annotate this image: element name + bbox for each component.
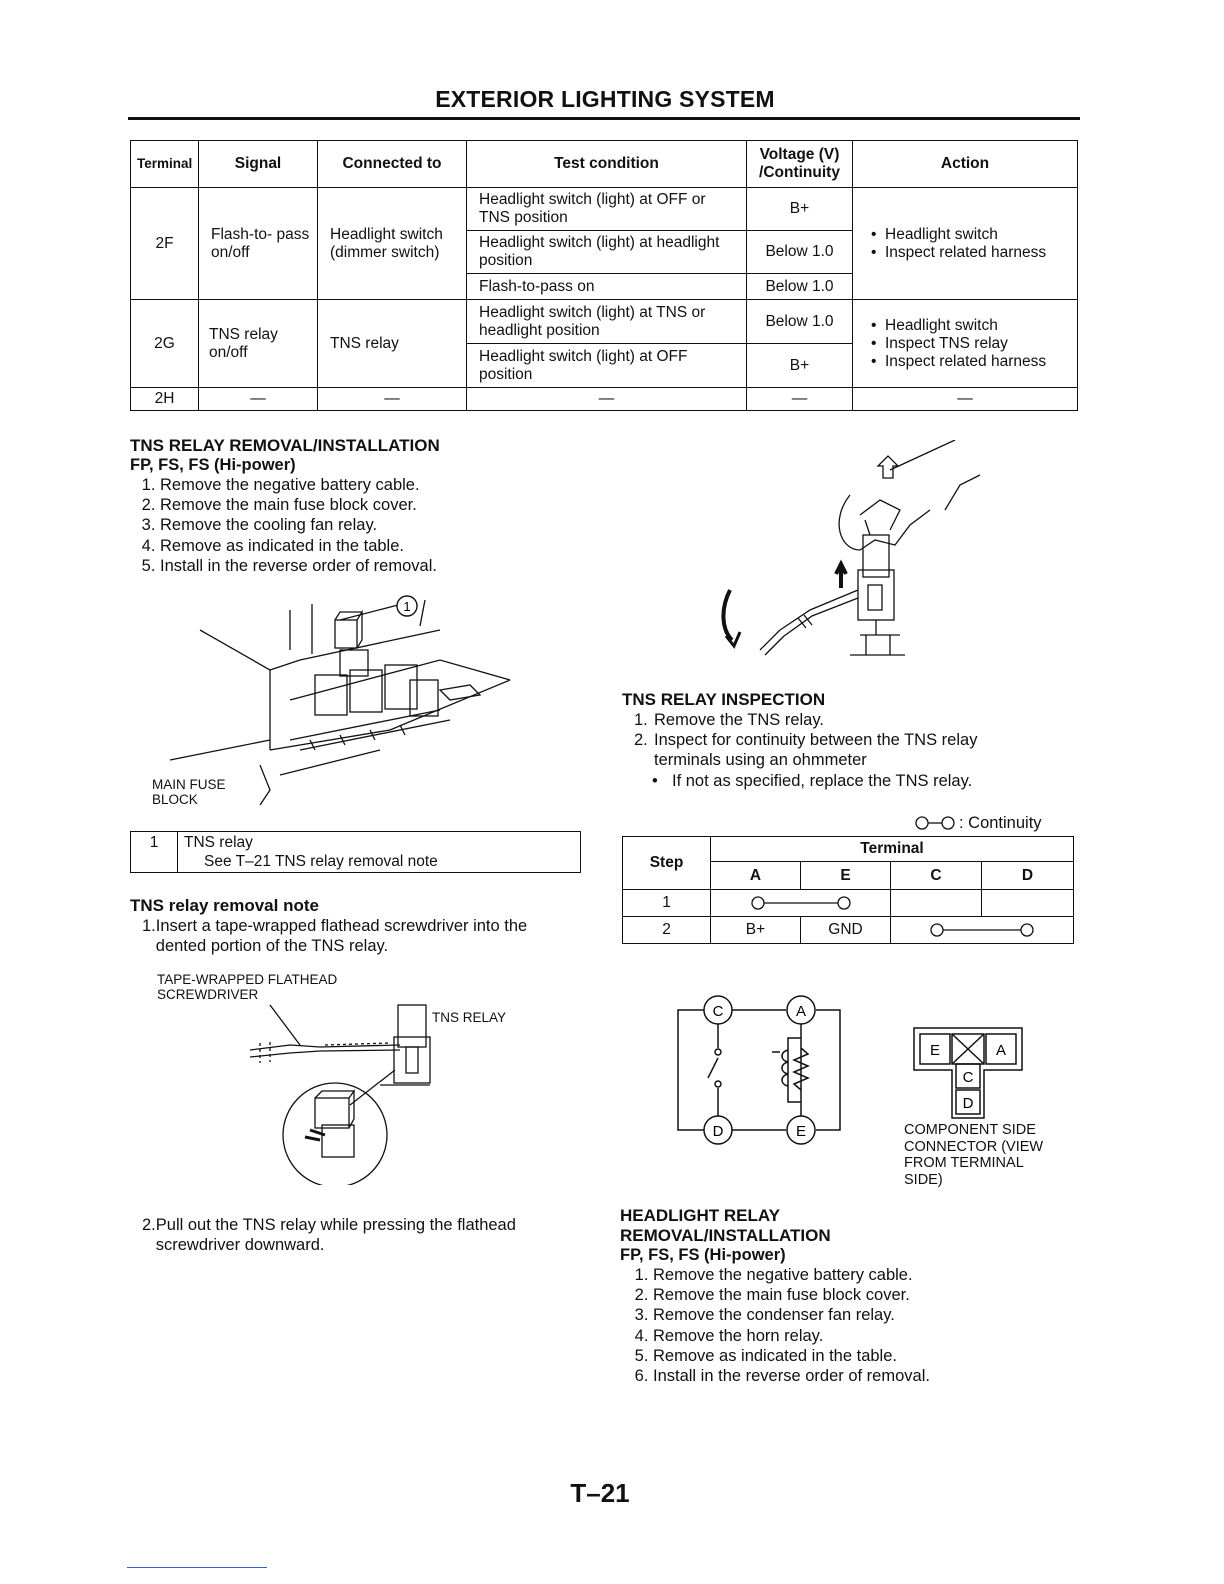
step-cell: 2 — [623, 917, 711, 944]
removal-index: 1 — [131, 832, 178, 873]
terminal-c-label: C — [712, 1003, 724, 1020]
removal-note-section — [130, 896, 570, 956]
terminal-a-label: A — [795, 1003, 807, 1020]
terminal-cell: 2F — [131, 188, 199, 300]
col-header-e: E — [801, 862, 891, 890]
table-row — [623, 890, 1074, 917]
removal-item: TNS relay — [184, 834, 253, 851]
table-row — [623, 917, 1074, 944]
continuity-symbol-icon — [915, 815, 955, 831]
tns-inspection-section — [622, 690, 1072, 791]
voltage-cell: B+ — [747, 344, 853, 388]
dash-cell: — — [747, 388, 853, 411]
step-text: Remove the TNS relay. — [654, 711, 824, 729]
test-condition-cell: Headlight switch (light) at OFF or TNS position — [467, 188, 747, 231]
models-line: FP, FS, FS (Hi-power) — [620, 1246, 786, 1264]
col-header-terminal: Terminal — [711, 837, 1074, 862]
voltage-cell: Below 1.0 — [747, 274, 853, 300]
list-item: 5. Remove as indicated in the table. — [653, 1346, 1080, 1366]
voltage-cell: Below 1.0 — [747, 231, 853, 274]
removal-note-ref: See T–21 TNS relay removal note — [204, 853, 438, 870]
col-header-terminal: Terminal — [131, 141, 199, 188]
table-header-row — [131, 141, 1078, 188]
continuity-cell — [711, 890, 891, 917]
connector-e-label: E — [929, 1042, 941, 1059]
connector-d-label: D — [962, 1095, 974, 1112]
test-condition-cell: Flash-to-pass on — [467, 274, 747, 300]
signal-cell: TNS relay on/off — [199, 300, 318, 388]
table-row — [131, 300, 1078, 344]
step-number: 2. — [634, 731, 648, 750]
step-cell: 1 — [623, 890, 711, 917]
col-header-a: A — [711, 862, 801, 890]
removal-table — [130, 831, 581, 873]
action-item: • Inspect TNS relay — [885, 335, 1071, 353]
terminal-cell: 2G — [131, 300, 199, 388]
connector-diagram — [912, 1026, 1027, 1124]
callout-number: 1 — [403, 599, 411, 614]
list-item: 3. Remove the cooling fan relay. — [160, 515, 600, 535]
legend-text: : Continuity — [959, 814, 1042, 832]
bullet-text: If not as specified, replace the TNS relay. — [672, 771, 973, 790]
continuity-cell — [891, 917, 1074, 944]
continuity-a-e-icon — [711, 891, 891, 915]
inspection-table — [622, 836, 1074, 944]
footer-link-underline — [127, 1567, 267, 1568]
main-fuse-block-label: MAIN FUSE BLOCK — [152, 777, 226, 807]
dash-cell: — — [467, 388, 747, 411]
empty-cell — [891, 890, 982, 917]
relay-pull-illustration — [700, 440, 1000, 670]
step-text: Inspect for continuity between the TNS relay terminals using an ohmmeter — [654, 731, 978, 770]
test-condition-cell: Headlight switch (light) at headlight position — [467, 231, 747, 274]
dash-cell: — — [853, 388, 1078, 411]
page-title: EXTERIOR LIGHTING SYSTEM — [435, 86, 775, 112]
voltage-cell: Below 1.0 — [747, 300, 853, 344]
value-cell: GND — [801, 917, 891, 944]
relay-circuit-diagram — [670, 990, 850, 1150]
list-item: 4. Remove as indicated in the table. — [160, 536, 600, 556]
dash-cell: — — [318, 388, 467, 411]
action-cell — [853, 300, 1078, 388]
section-heading: TNS RELAY INSPECTION — [622, 690, 826, 709]
action-item: • Inspect related harness — [885, 353, 1071, 371]
col-header-voltage: Voltage (V) /Continuity — [747, 141, 853, 188]
list-item: 1. Remove the negative battery cable. — [653, 1265, 1080, 1285]
signal-table — [130, 140, 1078, 411]
action-item: • Headlight switch — [885, 317, 1071, 335]
continuity-c-d-icon — [891, 918, 1073, 942]
terminal-d-label: D — [712, 1123, 724, 1140]
list-item — [142, 1215, 572, 1255]
voltage-cell: B+ — [747, 188, 853, 231]
col-header-test-condition: Test condition — [467, 141, 747, 188]
list-item: 6. Install in the reverse order of removal. — [653, 1366, 1080, 1386]
step-number: 2. — [142, 1216, 156, 1234]
headlight-relay-section — [620, 1206, 1080, 1386]
col-header-connected-to: Connected to — [318, 141, 467, 188]
value-cell: B+ — [711, 917, 801, 944]
connected-cell: Headlight switch (dimmer switch) — [318, 188, 467, 300]
list-item — [634, 710, 1072, 730]
list-item: 1. Remove the negative battery cable. — [160, 475, 600, 495]
connected-cell: TNS relay — [318, 300, 467, 388]
list-item — [634, 730, 1072, 770]
page-number: T–21 — [570, 1478, 630, 1508]
section-heading: TNS RELAY REMOVAL/INSTALLATION — [130, 436, 440, 455]
action-item: • Headlight switch — [885, 226, 1071, 244]
connector-caption: COMPONENT SIDE CONNECTOR (VIEW FROM TERMINAL SIDE) — [904, 1122, 1044, 1188]
action-item: • Inspect related harness — [885, 244, 1071, 262]
test-condition-cell: Headlight switch (light) at OFF position — [467, 344, 747, 388]
list-item — [142, 916, 570, 956]
section-heading: HEADLIGHT RELAY REMOVAL/INSTALLATION — [620, 1206, 831, 1245]
list-item: 2. Remove the main fuse block cover. — [653, 1285, 1080, 1305]
step-number: 1. — [634, 711, 648, 729]
step-number: 1. — [142, 917, 156, 935]
title-rule — [128, 117, 1080, 120]
section-heading: TNS relay removal note — [130, 896, 319, 915]
table-row — [131, 388, 1078, 411]
empty-cell — [982, 890, 1074, 917]
screwdriver-illustration — [230, 995, 450, 1185]
col-header-c: C — [891, 862, 982, 890]
list-item: 5. Install in the reverse order of removal. — [160, 556, 600, 576]
col-header-d: D — [982, 862, 1074, 890]
step-text: Pull out the TNS relay while pressing the flathead screwdriver downward. — [155, 1216, 516, 1255]
col-header-step: Step — [623, 837, 711, 890]
continuity-legend — [915, 813, 1075, 833]
dash-cell: — — [199, 388, 318, 411]
screwdriver-label: TAPE-WRAPPED FLATHEAD SCREWDRIVER — [157, 972, 338, 1002]
tns-removal-section — [130, 436, 600, 576]
col-header-signal: Signal — [199, 141, 318, 188]
bullet-icon: • — [652, 771, 658, 790]
connector-c-label: C — [962, 1069, 974, 1086]
list-item: 4. Remove the horn relay. — [653, 1326, 1080, 1346]
col-header-action: Action — [853, 141, 1078, 188]
removal-item-cell — [178, 832, 581, 873]
step-text: Insert a tape-wrapped flathead screwdriver into the dented portion of the TNS relay. — [155, 917, 528, 956]
terminal-cell: 2H — [131, 388, 199, 411]
tns-relay-label: TNS RELAY — [432, 1010, 507, 1025]
list-item: 3. Remove the condenser fan relay. — [653, 1305, 1080, 1325]
signal-cell: Flash-to- pass on/off — [199, 188, 318, 300]
action-cell — [853, 188, 1078, 300]
connector-a-label: A — [995, 1042, 1007, 1059]
test-condition-cell: Headlight switch (light) at TNS or headlight position — [467, 300, 747, 344]
list-item: 2. Remove the main fuse block cover. — [160, 495, 600, 515]
bullet-item — [652, 771, 1072, 791]
terminal-e-label: E — [795, 1123, 807, 1140]
table-row — [131, 188, 1078, 231]
models-line: FP, FS, FS (Hi-power) — [130, 456, 296, 474]
